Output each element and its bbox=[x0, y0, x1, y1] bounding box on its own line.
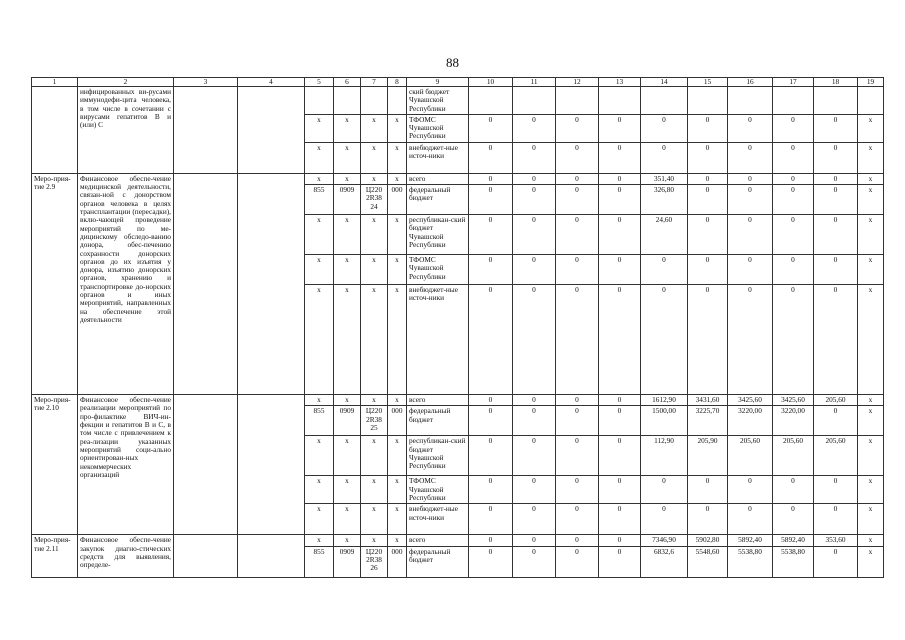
empty-cell bbox=[238, 173, 305, 394]
value-cell: 0 bbox=[599, 395, 641, 406]
value-cell: 1500,00 bbox=[641, 406, 688, 436]
value-cell: x bbox=[858, 255, 884, 285]
code-cell: x bbox=[361, 173, 388, 184]
value-cell: 0 bbox=[814, 215, 858, 255]
column-number: 2 bbox=[78, 78, 174, 87]
value-cell: 0 bbox=[556, 546, 599, 577]
value-cell: 0 bbox=[728, 114, 773, 142]
funding-source: ТФОМС Чувашской Республики bbox=[407, 476, 469, 504]
value-cell: 0 bbox=[688, 255, 728, 285]
value-cell: 0 bbox=[556, 285, 599, 395]
code-cell: x bbox=[388, 255, 407, 285]
value-cell: 0 bbox=[513, 285, 556, 395]
code-cell: x bbox=[361, 504, 388, 535]
value-cell: x bbox=[858, 395, 884, 406]
value-cell: 0 bbox=[599, 436, 641, 476]
header-row bbox=[32, 78, 884, 87]
value-cell: 0 bbox=[469, 504, 513, 535]
value-cell: 0 bbox=[814, 185, 858, 215]
code-cell: x bbox=[388, 285, 407, 395]
code-cell: x bbox=[334, 215, 361, 255]
column-number: 14 bbox=[641, 78, 688, 87]
code-cell: x bbox=[388, 114, 407, 142]
code-cell: 855 bbox=[305, 406, 334, 436]
value-cell: 0 bbox=[814, 406, 858, 436]
value-cell: 0 bbox=[599, 504, 641, 535]
code-cell: x bbox=[334, 436, 361, 476]
value-cell: 0 bbox=[556, 535, 599, 546]
value-cell: 0 bbox=[469, 535, 513, 546]
code-cell: x bbox=[334, 285, 361, 395]
column-number: 3 bbox=[174, 78, 238, 87]
code-cell: x bbox=[361, 436, 388, 476]
value-cell: 0 bbox=[513, 173, 556, 184]
code-cell: x bbox=[305, 476, 334, 504]
empty-cell bbox=[238, 395, 305, 535]
column-number: 15 bbox=[688, 78, 728, 87]
code-cell: x bbox=[334, 476, 361, 504]
value-cell: 5538,80 bbox=[728, 546, 773, 577]
value-cell: 0 bbox=[469, 406, 513, 436]
code-cell: x bbox=[388, 436, 407, 476]
value-cell: x bbox=[858, 173, 884, 184]
measure-description: инфицированных ви-русами иммунодефи-цита человека, в том числе в сочетании с вирусами гепатитов В и (или) С bbox=[78, 87, 174, 174]
value-cell: 0 bbox=[814, 114, 858, 142]
value-cell: 0 bbox=[728, 285, 773, 395]
empty-cell bbox=[388, 87, 407, 115]
value-cell: 0 bbox=[641, 142, 688, 173]
value-cell: 0 bbox=[556, 142, 599, 173]
code-cell: x bbox=[334, 535, 361, 546]
value-cell: 353,60 bbox=[814, 535, 858, 546]
value-cell: 5548,60 bbox=[688, 546, 728, 577]
funding-source: республикан-ский бюджет Чувашской Республики bbox=[407, 215, 469, 255]
empty-cell bbox=[174, 535, 238, 577]
page-number: 88 bbox=[446, 55, 459, 70]
value-cell: 0 bbox=[641, 476, 688, 504]
value-cell: 0 bbox=[469, 173, 513, 184]
empty-cell bbox=[728, 87, 773, 115]
value-cell: 0 bbox=[556, 395, 599, 406]
code-cell: x bbox=[305, 114, 334, 142]
value-cell: 3220,00 bbox=[773, 406, 814, 436]
funding-source: внебюджет-ные источ-ники bbox=[407, 285, 469, 395]
table-row bbox=[32, 173, 884, 184]
value-cell: 0 bbox=[814, 504, 858, 535]
column-number: 12 bbox=[556, 78, 599, 87]
funding-source: федеральный бюджет bbox=[407, 185, 469, 215]
code-cell: x bbox=[305, 504, 334, 535]
empty-cell bbox=[174, 87, 238, 174]
value-cell: 0 bbox=[599, 546, 641, 577]
value-cell: 205,90 bbox=[688, 436, 728, 476]
column-number: 1 bbox=[32, 78, 78, 87]
empty-cell bbox=[238, 535, 305, 577]
column-number: 17 bbox=[773, 78, 814, 87]
value-cell: 0 bbox=[728, 255, 773, 285]
code-cell: x bbox=[305, 173, 334, 184]
value-cell: 0 bbox=[513, 546, 556, 577]
value-cell: 0 bbox=[513, 215, 556, 255]
code-cell: x bbox=[305, 255, 334, 285]
measure-description: Финансовое обеспе-чение реализации мероприятий по про-филактике ВИЧ-ин-фекции и гепатитов В и С, в том числе с привлечением к реа-лизации указанных мероприятий соци-ально ориентирован-ных некоммерческих организаций bbox=[78, 395, 174, 535]
column-number: 5 bbox=[305, 78, 334, 87]
code-cell: x bbox=[361, 476, 388, 504]
code-cell: x bbox=[305, 436, 334, 476]
value-cell: 0 bbox=[814, 142, 858, 173]
value-cell: 0 bbox=[599, 215, 641, 255]
value-cell: 0 bbox=[469, 185, 513, 215]
code-cell: x bbox=[361, 215, 388, 255]
code-cell: x bbox=[388, 173, 407, 184]
empty-cell bbox=[641, 87, 688, 115]
value-cell: 205,60 bbox=[728, 436, 773, 476]
funding-source: республикан-ский бюджет Чувашской Республики bbox=[407, 436, 469, 476]
value-cell: 0 bbox=[773, 173, 814, 184]
code-cell: x bbox=[305, 142, 334, 173]
code-cell: x bbox=[334, 173, 361, 184]
value-cell: 351,40 bbox=[641, 173, 688, 184]
value-cell: 0 bbox=[814, 255, 858, 285]
value-cell: 0 bbox=[814, 476, 858, 504]
value-cell: 0 bbox=[469, 285, 513, 395]
code-cell: x bbox=[361, 395, 388, 406]
value-cell: 0 bbox=[773, 476, 814, 504]
column-number: 10 bbox=[469, 78, 513, 87]
value-cell: 0 bbox=[728, 142, 773, 173]
column-number: 8 bbox=[388, 78, 407, 87]
empty-cell bbox=[334, 87, 361, 115]
empty-cell bbox=[814, 87, 858, 115]
value-cell: 0 bbox=[688, 173, 728, 184]
funding-source: всего bbox=[407, 173, 469, 184]
empty-cell bbox=[688, 87, 728, 115]
value-cell: 0 bbox=[641, 255, 688, 285]
value-cell: x bbox=[858, 185, 884, 215]
code-cell: x bbox=[388, 142, 407, 173]
empty-cell bbox=[469, 87, 513, 115]
code-cell: 000 bbox=[388, 406, 407, 436]
value-cell: x bbox=[858, 215, 884, 255]
value-cell: 0 bbox=[469, 546, 513, 577]
empty-cell bbox=[599, 87, 641, 115]
value-cell: 0 bbox=[773, 215, 814, 255]
code-cell: 000 bbox=[388, 185, 407, 215]
value-cell: 7346,90 bbox=[641, 535, 688, 546]
value-cell: 0 bbox=[513, 142, 556, 173]
value-cell: 0 bbox=[556, 436, 599, 476]
code-cell: x bbox=[388, 504, 407, 535]
code-cell: 0909 bbox=[334, 185, 361, 215]
measure-label: Меро-прия-тие 2.9 bbox=[32, 173, 78, 394]
value-cell: 0 bbox=[641, 114, 688, 142]
value-cell: 3431,60 bbox=[688, 395, 728, 406]
value-cell: 0 bbox=[556, 504, 599, 535]
value-cell: 0 bbox=[469, 476, 513, 504]
value-cell: x bbox=[858, 546, 884, 577]
empty-cell bbox=[174, 173, 238, 394]
value-cell: 0 bbox=[556, 185, 599, 215]
value-cell: 0 bbox=[556, 255, 599, 285]
value-cell: 0 bbox=[469, 255, 513, 285]
column-number: 4 bbox=[238, 78, 305, 87]
budget-table bbox=[31, 77, 884, 578]
funding-source: ТФОМС Чувашской Республики bbox=[407, 114, 469, 142]
measure-label bbox=[32, 87, 78, 174]
value-cell: 0 bbox=[688, 215, 728, 255]
value-cell: 0 bbox=[513, 395, 556, 406]
code-cell: x bbox=[388, 535, 407, 546]
code-cell: 855 bbox=[305, 546, 334, 577]
column-number: 19 bbox=[858, 78, 884, 87]
value-cell: 326,80 bbox=[641, 185, 688, 215]
value-cell: 5538,80 bbox=[773, 546, 814, 577]
code-cell: x bbox=[305, 395, 334, 406]
value-cell: 3220,00 bbox=[728, 406, 773, 436]
value-cell: 0 bbox=[641, 504, 688, 535]
empty-cell bbox=[174, 395, 238, 535]
value-cell: 0 bbox=[688, 142, 728, 173]
value-cell: 0 bbox=[599, 114, 641, 142]
table-row bbox=[32, 535, 884, 546]
value-cell: 6832,6 bbox=[641, 546, 688, 577]
value-cell: 0 bbox=[556, 406, 599, 436]
column-number: 9 bbox=[407, 78, 469, 87]
value-cell: 205,60 bbox=[814, 436, 858, 476]
value-cell: 0 bbox=[556, 476, 599, 504]
funding-source: внебюджет-ные источ-ники bbox=[407, 504, 469, 535]
value-cell: 0 bbox=[641, 285, 688, 395]
value-cell: 0 bbox=[599, 535, 641, 546]
value-cell: 3225,70 bbox=[688, 406, 728, 436]
column-number: 16 bbox=[728, 78, 773, 87]
value-cell: 0 bbox=[728, 185, 773, 215]
empty-cell bbox=[858, 87, 884, 115]
code-cell: Ц220 2R38 26 bbox=[361, 546, 388, 577]
value-cell: 0 bbox=[469, 395, 513, 406]
empty-cell bbox=[513, 87, 556, 115]
value-cell: 0 bbox=[728, 215, 773, 255]
value-cell: 205,60 bbox=[773, 436, 814, 476]
funding-source: федеральный бюджет bbox=[407, 406, 469, 436]
funding-source: федеральный бюджет bbox=[407, 546, 469, 577]
funding-source: ТФОМС Чувашской Республики bbox=[407, 255, 469, 285]
code-cell: Ц220 2R38 25 bbox=[361, 406, 388, 436]
value-cell: 0 bbox=[556, 173, 599, 184]
code-cell: x bbox=[305, 285, 334, 395]
value-cell: 5892,40 bbox=[773, 535, 814, 546]
value-cell: 0 bbox=[688, 285, 728, 395]
value-cell: 0 bbox=[773, 142, 814, 173]
value-cell: 0 bbox=[513, 114, 556, 142]
funding-source: ский бюджет Чувашской Республики bbox=[407, 87, 469, 115]
empty-cell bbox=[361, 87, 388, 115]
code-cell: x bbox=[334, 395, 361, 406]
code-cell: x bbox=[361, 285, 388, 395]
column-number: 13 bbox=[599, 78, 641, 87]
code-cell: x bbox=[361, 114, 388, 142]
value-cell: 0 bbox=[556, 114, 599, 142]
funding-source: всего bbox=[407, 395, 469, 406]
value-cell: 0 bbox=[513, 504, 556, 535]
code-cell: x bbox=[361, 255, 388, 285]
column-number: 18 bbox=[814, 78, 858, 87]
value-cell: 0 bbox=[513, 476, 556, 504]
value-cell: 0 bbox=[773, 255, 814, 285]
code-cell: x bbox=[305, 215, 334, 255]
value-cell: 0 bbox=[688, 504, 728, 535]
value-cell: x bbox=[858, 436, 884, 476]
value-cell: x bbox=[858, 535, 884, 546]
code-cell: x bbox=[334, 504, 361, 535]
value-cell: 205,60 bbox=[814, 395, 858, 406]
value-cell: 0 bbox=[814, 173, 858, 184]
code-cell: x bbox=[334, 114, 361, 142]
value-cell: 0 bbox=[599, 285, 641, 395]
value-cell: 0 bbox=[469, 114, 513, 142]
value-cell: 112,90 bbox=[641, 436, 688, 476]
table-row bbox=[32, 87, 884, 115]
code-cell: x bbox=[388, 395, 407, 406]
code-cell: x bbox=[334, 255, 361, 285]
value-cell: 0 bbox=[773, 504, 814, 535]
empty-cell bbox=[238, 87, 305, 174]
value-cell: 0 bbox=[688, 114, 728, 142]
code-cell: Ц220 2R38 24 bbox=[361, 185, 388, 215]
code-cell: x bbox=[334, 142, 361, 173]
column-number: 7 bbox=[361, 78, 388, 87]
value-cell: 0 bbox=[513, 535, 556, 546]
column-number: 11 bbox=[513, 78, 556, 87]
measure-label: Меро-прия-тие 2.10 bbox=[32, 395, 78, 535]
value-cell: 5892,40 bbox=[728, 535, 773, 546]
measure-label: Меро-прия-тие 2.11 bbox=[32, 535, 78, 577]
value-cell: 0 bbox=[556, 215, 599, 255]
code-cell: x bbox=[388, 476, 407, 504]
value-cell: 0 bbox=[513, 436, 556, 476]
value-cell: 0 bbox=[728, 173, 773, 184]
empty-cell bbox=[773, 87, 814, 115]
code-cell: 000 bbox=[388, 546, 407, 577]
value-cell: 0 bbox=[599, 406, 641, 436]
value-cell: 0 bbox=[599, 476, 641, 504]
empty-cell bbox=[556, 87, 599, 115]
funding-source: всего bbox=[407, 535, 469, 546]
value-cell: 0 bbox=[513, 185, 556, 215]
value-cell: 3425,60 bbox=[773, 395, 814, 406]
value-cell: 0 bbox=[773, 285, 814, 395]
value-cell: 0 bbox=[688, 185, 728, 215]
measure-description: Финансовое обеспе-чение медицинской деятельности, связан-ной с донорством органов человека в целях трансплантации (пересадки), вклю-чающей проведение мероприятий по ме-дицинскому обследо-ванию донора, обес-печению сохранности донорских органов до их изъятия у донора, изъятию донорских органов, хранению и транспортировке до-норских органов и иных мероприятий, направленных на обеспечение этой деятельности bbox=[78, 173, 174, 394]
value-cell: 0 bbox=[728, 504, 773, 535]
code-cell: x bbox=[361, 535, 388, 546]
value-cell: 0 bbox=[773, 114, 814, 142]
value-cell: 3425,60 bbox=[728, 395, 773, 406]
value-cell: x bbox=[858, 114, 884, 142]
value-cell: 0 bbox=[469, 215, 513, 255]
code-cell: 855 bbox=[305, 185, 334, 215]
value-cell: 0 bbox=[513, 255, 556, 285]
value-cell: 0 bbox=[599, 255, 641, 285]
code-cell: 0909 bbox=[334, 546, 361, 577]
value-cell: 0 bbox=[728, 476, 773, 504]
value-cell: x bbox=[858, 504, 884, 535]
value-cell: 0 bbox=[469, 436, 513, 476]
code-cell: 0909 bbox=[334, 406, 361, 436]
value-cell: 0 bbox=[773, 185, 814, 215]
value-cell: x bbox=[858, 285, 884, 395]
code-cell: x bbox=[305, 535, 334, 546]
funding-source: внебюджет-ные источ-ники bbox=[407, 142, 469, 173]
value-cell: x bbox=[858, 476, 884, 504]
value-cell: x bbox=[858, 142, 884, 173]
value-cell: 5902,80 bbox=[688, 535, 728, 546]
column-number: 6 bbox=[334, 78, 361, 87]
value-cell: 24,60 bbox=[641, 215, 688, 255]
value-cell: 0 bbox=[513, 406, 556, 436]
value-cell: 0 bbox=[814, 285, 858, 395]
value-cell: 0 bbox=[469, 142, 513, 173]
value-cell: 0 bbox=[599, 173, 641, 184]
table-row bbox=[32, 395, 884, 406]
value-cell: 0 bbox=[599, 142, 641, 173]
measure-description: Финансовое обеспе-чение закупок диагно-стических средств для выявления, определе- bbox=[78, 535, 174, 577]
value-cell: 0 bbox=[688, 476, 728, 504]
code-cell: x bbox=[361, 142, 388, 173]
value-cell: 1612,90 bbox=[641, 395, 688, 406]
value-cell: 0 bbox=[599, 185, 641, 215]
value-cell: 0 bbox=[814, 546, 858, 577]
value-cell: x bbox=[858, 406, 884, 436]
code-cell: x bbox=[388, 215, 407, 255]
empty-cell bbox=[305, 87, 334, 115]
